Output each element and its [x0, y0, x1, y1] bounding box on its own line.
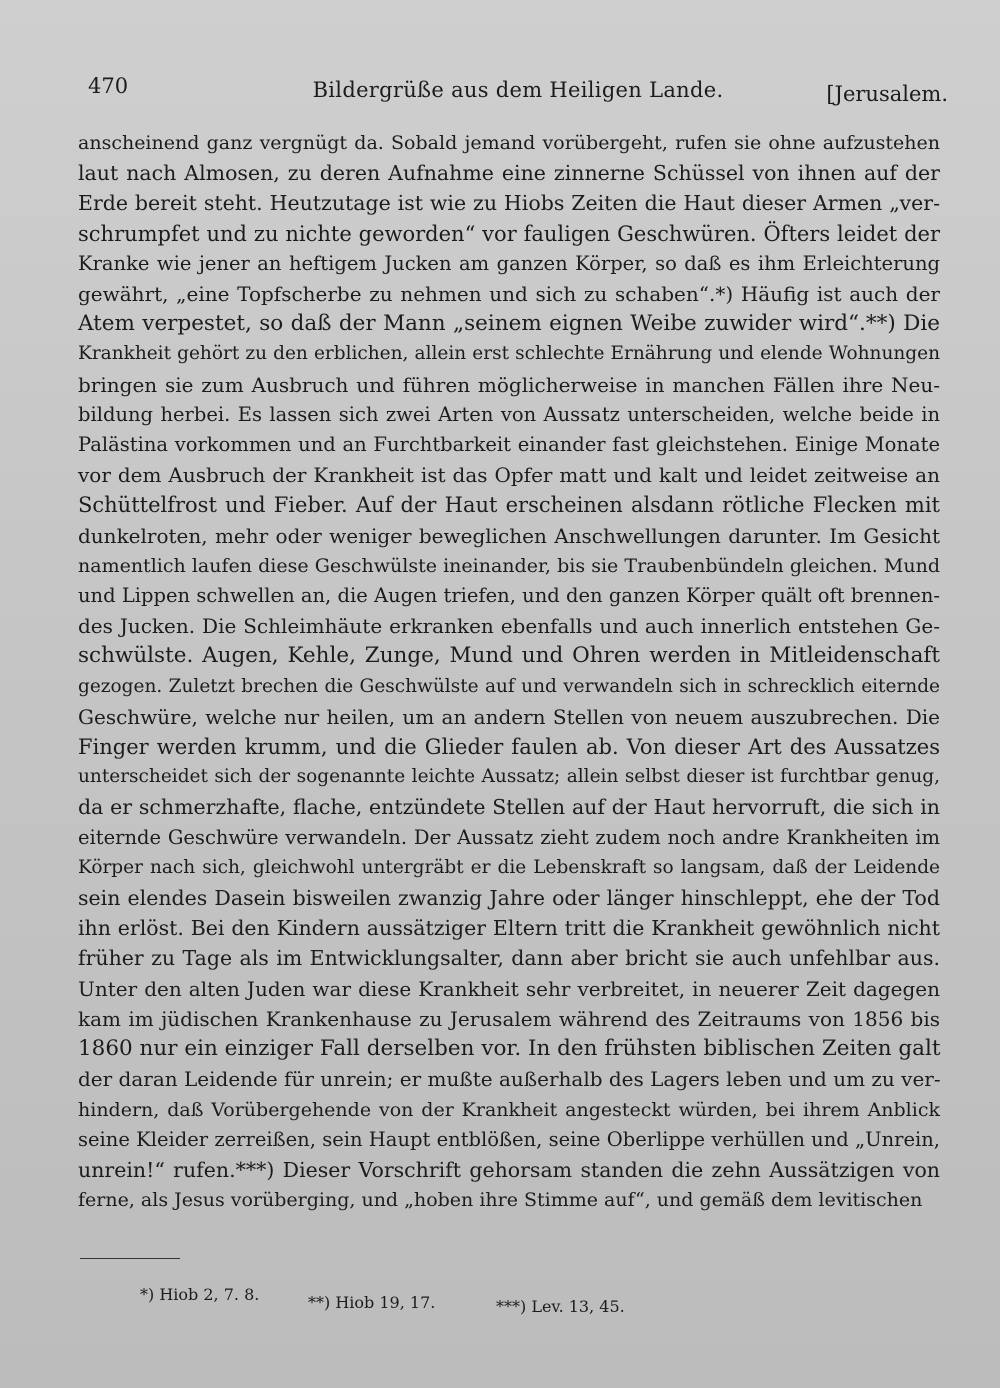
text-line: bringen sie zum Ausbruch und führen möglicherweise in manchen Fällen ihre Neu- — [78, 372, 940, 397]
text-line: anscheinend ganz vergnügt da. Sobald jemand vorübergeht, rufen sie ohne aufzustehen — [78, 132, 940, 154]
footnote-1: *) Hiob 2, 7. 8. — [140, 1285, 260, 1304]
text-line: gezogen. Zuletzt brechen die Geschwülste auf und verwandeln sich in schrecklich eiternde — [78, 675, 940, 697]
text-line: Atem verpestet, so daß der Mann „seinem eignen Weibe zuwider wird“.**) Die — [78, 311, 940, 337]
footnotes — [140, 1285, 700, 1315]
text-line: gewährt, „eine Topfscherbe zu nehmen und sich zu schaben“.*) Häufig ist auch der — [78, 282, 940, 307]
text-line: ferne, als Jesus vorüberging, und „hoben ihre Stimme auf“, und gemäß dem levitischen — [78, 1189, 923, 1212]
text-line: da er schmerzhafte, flache, entzündete Stellen auf der Haut hervorruft, die sich in — [78, 795, 940, 820]
body-text — [78, 128, 940, 1215]
text-line: Unter den alten Juden war diese Krankheit sehr verbreitet, in neuerer Zeit dagegen — [78, 976, 940, 1001]
text-line: vor dem Ausbruch der Krankheit ist das Opfer matt und kalt und leidet zeitweise an — [78, 463, 940, 488]
text-line: eiternde Geschwüre verwandeln. Der Aussatz zieht zudem noch andre Krankheiten im — [78, 825, 940, 849]
text-line: Krankheit gehört zu den erblichen, allein erst schlechte Ernährung und elende Wohnungen — [78, 343, 940, 365]
footnote-3: ***) Lev. 13, 45. — [496, 1297, 625, 1316]
text-line: bildung herbei. Es lassen sich zwei Arten von Aussatz unterscheiden, welche beide in — [78, 402, 940, 426]
page-number: 470 — [88, 74, 129, 98]
text-line: kam im jüdischen Krankenhause zu Jerusalem während des Zeitraums von 1856 bis — [78, 1006, 940, 1031]
text-line: Erde bereit steht. Heutzutage ist wie zu Hiobs Zeiten die Haut dieser Armen „ver- — [78, 191, 940, 216]
text-line: dunkelroten, mehr oder weniger beweglichen Anschwellungen darunter. Im Gesicht — [78, 523, 940, 548]
text-line: 1860 nur ein einziger Fall derselben vor. In den frühsten biblischen Zeiten galt — [78, 1036, 941, 1062]
page-header — [88, 74, 948, 110]
footnote-2: **) Hiob 19, 17. — [308, 1293, 436, 1312]
text-line: seine Kleider zerreißen, sein Haupt entblößen, seine Oberlippe verhüllen und „Unrein, — [78, 1127, 940, 1151]
text-line: Kranke wie jener an heftigem Jucken am ganzen Körper, so daß es ihm Erleichterung — [78, 251, 940, 275]
text-line: sein elendes Dasein bisweilen zwanzig Jahre oder länger hinschleppt, ehe der Tod — [78, 886, 940, 911]
footnote-divider — [80, 1258, 180, 1259]
text-line: hindern, daß Vorübergehende von der Krankheit angesteckt würden, bei ihrem Anblick — [78, 1098, 940, 1121]
text-line: unterscheidet sich der sogenannte leichte Aussatz; allein selbst dieser ist furchtbar genug, — [78, 766, 940, 788]
text-line: laut nach Almosen, zu deren Aufnahme eine zinnerne Schüssel von ihnen auf der — [78, 161, 940, 186]
text-line: früher zu Tage als im Entwicklungsalter, dann aber bricht sie auch unfehlbar aus. — [78, 946, 940, 971]
running-title: Bildergrüße aus dem Heiligen Lande. — [312, 78, 724, 102]
text-line: schwülste. Augen, Kehle, Zunge, Mund und Ohren werden in Mitleidenschaft — [78, 643, 940, 669]
text-line: des Jucken. Die Schleimhäute erkranken ebenfalls und auch innerlich entstehen Ge- — [78, 614, 940, 639]
text-line: und Lippen schwellen an, die Augen triefen, und den ganzen Körper quält oft brennen- — [78, 584, 940, 608]
text-line: Geschwüre, welche nur heilen, um an andern Stellen von neuem auszubrechen. Die — [78, 704, 940, 729]
text-line: schrumpfet und zu nichte geworden“ vor fauligen Geschwüren. Öfters leidet der — [78, 221, 940, 246]
section-marker: [Jerusalem. — [826, 82, 948, 106]
text-line: Finger werden krumm, und die Glieder faulen ab. Von dieser Art des Aussatzes — [78, 735, 940, 760]
text-line: unrein!“ rufen.***) Dieser Vorschrift gehorsam standen die zehn Aussätzigen von — [78, 1157, 940, 1182]
text-line: Schüttelfrost und Fieber. Auf der Haut erscheinen alsdann rötliche Flecken mit — [78, 493, 940, 518]
text-line: ihn erlöst. Bei den Kindern aussätziger Eltern tritt die Krankheit gewöhnlich nicht — [78, 916, 940, 941]
text-line: Palästina vorkommen und an Furchtbarkeit einander fast gleichstehen. Einige Monate — [78, 433, 940, 457]
text-line: namentlich laufen diese Geschwülste ineinander, bis sie Traubenbündeln gleichen. Mund — [78, 554, 940, 577]
text-line: Körper nach sich, gleichwohl untergräbt er die Lebenskraft so langsam, daß der Leidende — [78, 856, 940, 878]
text-line: der daran Leidende für unrein; er mußte außerhalb des Lagers leben und um zu ver- — [78, 1067, 941, 1092]
